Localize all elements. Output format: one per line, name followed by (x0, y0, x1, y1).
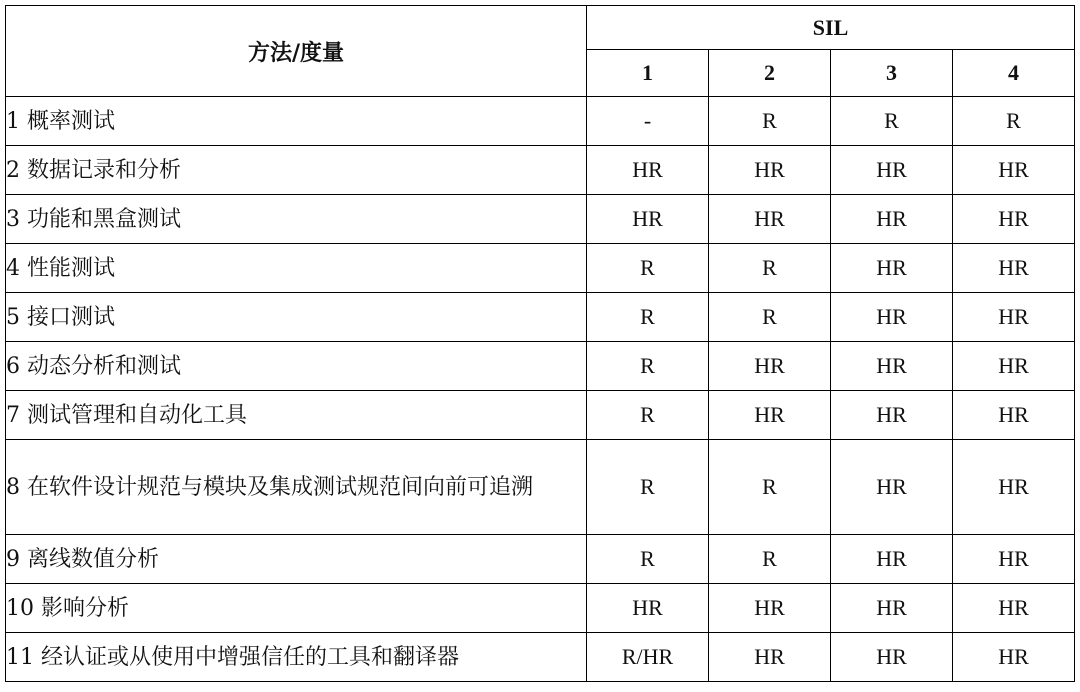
table-row (6, 97, 1075, 146)
rating-cell: HR (953, 535, 1075, 584)
rating-cell: HR (831, 584, 953, 633)
rating-cell: - (587, 97, 709, 146)
method-cell: 10 影响分析 (6, 584, 587, 633)
rating-cell: HR (831, 535, 953, 584)
rating-cell: HR (587, 146, 709, 195)
rating-cell: HR (709, 342, 831, 391)
sil-techniques-table (5, 5, 1075, 682)
method-cell: 1 概率测试 (6, 97, 587, 146)
table-row (6, 146, 1075, 195)
method-cell: 3 功能和黑盒测试 (6, 195, 587, 244)
rating-cell: HR (953, 342, 1075, 391)
table-row (6, 584, 1075, 633)
rating-cell: HR (953, 584, 1075, 633)
rating-cell: R (709, 440, 831, 535)
rating-cell: R (587, 293, 709, 342)
header-row-top (6, 6, 1075, 50)
table-row (6, 195, 1075, 244)
rating-cell: HR (709, 584, 831, 633)
rating-cell: HR (953, 293, 1075, 342)
method-cell: 7 测试管理和自动化工具 (6, 391, 587, 440)
sil-level-4-header: 4 (953, 50, 1075, 97)
rating-cell: HR (831, 244, 953, 293)
rating-cell: HR (953, 244, 1075, 293)
rating-cell: R (953, 97, 1075, 146)
rating-cell: HR (831, 195, 953, 244)
table-row (6, 342, 1075, 391)
rating-cell: R (709, 97, 831, 146)
rating-cell: HR (709, 391, 831, 440)
method-cell: 8 在软件设计规范与模块及集成测试规范间向前可追溯 (6, 440, 587, 535)
method-cell: 4 性能测试 (6, 244, 587, 293)
table-row (6, 293, 1075, 342)
sil-level-1-header: 1 (587, 50, 709, 97)
rating-cell: HR (709, 195, 831, 244)
rating-cell: HR (953, 146, 1075, 195)
rating-cell: HR (587, 584, 709, 633)
sil-level-2-header: 2 (709, 50, 831, 97)
rating-cell: HR (831, 293, 953, 342)
table-row (6, 244, 1075, 293)
rating-cell: HR (831, 391, 953, 440)
rating-cell: HR (953, 440, 1075, 535)
table-row (6, 535, 1075, 584)
table-row (6, 440, 1075, 535)
method-cell: 11 经认证或从使用中增强信任的工具和翻译器 (6, 633, 587, 682)
rating-cell: HR (831, 440, 953, 535)
sil-column-header: SIL (587, 6, 1075, 50)
rating-cell: HR (709, 146, 831, 195)
rating-cell: R (587, 391, 709, 440)
rating-cell: R/HR (587, 633, 709, 682)
rating-cell: HR (953, 391, 1075, 440)
rating-cell: HR (587, 195, 709, 244)
method-cell: 9 离线数值分析 (6, 535, 587, 584)
method-cell: 5 接口测试 (6, 293, 587, 342)
method-cell: 2 数据记录和分析 (6, 146, 587, 195)
rating-cell: HR (831, 342, 953, 391)
rating-cell: R (587, 342, 709, 391)
rating-cell: HR (953, 633, 1075, 682)
rating-cell: HR (709, 633, 831, 682)
rating-cell: R (709, 244, 831, 293)
table-row (6, 633, 1075, 682)
table-row (6, 391, 1075, 440)
rating-cell: HR (831, 633, 953, 682)
method-column-header: 方法/度量 (6, 6, 587, 97)
sil-level-3-header: 3 (831, 50, 953, 97)
rating-cell: R (831, 97, 953, 146)
rating-cell: HR (953, 195, 1075, 244)
rating-cell: HR (831, 146, 953, 195)
rating-cell: R (587, 440, 709, 535)
rating-cell: R (587, 244, 709, 293)
method-cell: 6 动态分析和测试 (6, 342, 587, 391)
rating-cell: R (587, 535, 709, 584)
rating-cell: R (709, 535, 831, 584)
rating-cell: R (709, 293, 831, 342)
